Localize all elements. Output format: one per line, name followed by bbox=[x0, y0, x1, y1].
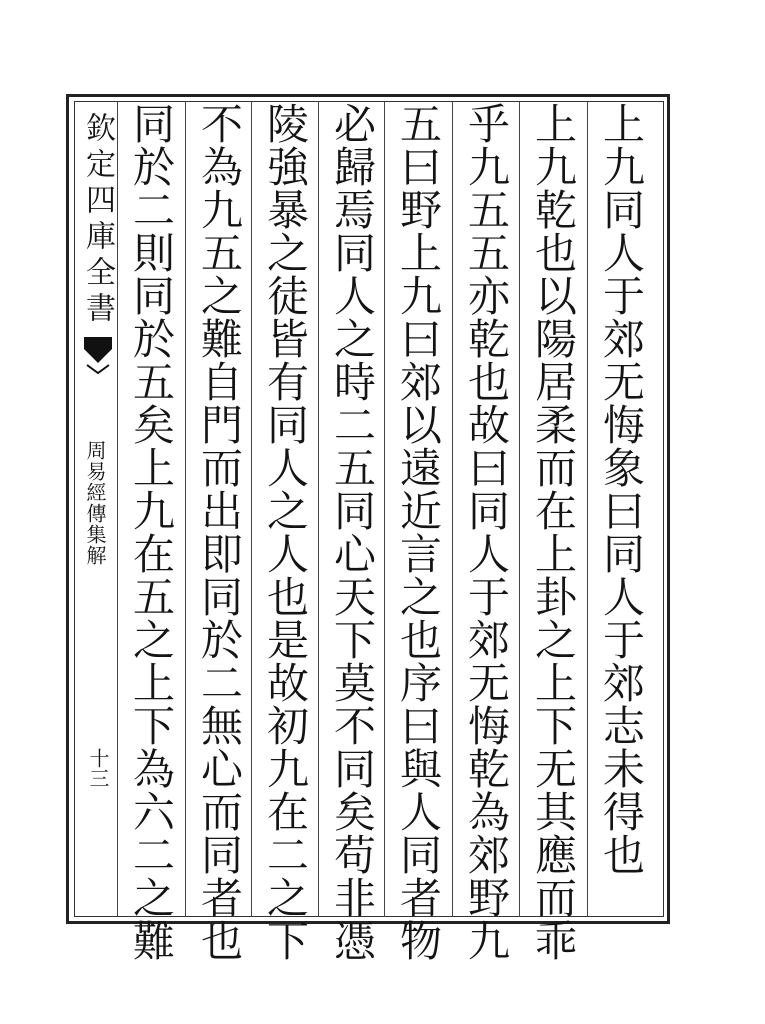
text-column-7: 不為九五之難自門而出即同於二無心而同者也 bbox=[195, 102, 244, 962]
text-column-2: 上九乾也以陽居柔而在上卦之上下无其應而乖 bbox=[529, 102, 578, 962]
column-rule bbox=[452, 101, 453, 917]
column-rule bbox=[519, 101, 520, 917]
text-column-4: 五曰野上九曰郊以遠近言之也序曰與人同者物 bbox=[394, 102, 443, 962]
column-rule bbox=[185, 101, 186, 917]
column-rule bbox=[384, 101, 385, 917]
fish-tail-icon bbox=[83, 335, 113, 375]
column-rule bbox=[251, 101, 252, 917]
text-column-5: 必歸焉同人之時二五同心天下莫不同矣苟非憑 bbox=[328, 102, 377, 962]
margin-title: 欽定四庫全書 bbox=[80, 112, 115, 328]
text-column-1: 上九同人于郊无悔象曰同人于郊志未得也 bbox=[597, 102, 646, 876]
text-column-6: 陵強暴之徒皆有同人之人也是故初九在二之下 bbox=[261, 102, 310, 962]
margin-book-title: 周易經傳集解 bbox=[83, 440, 107, 566]
column-rule bbox=[117, 101, 118, 917]
text-column-3: 乎九五五亦乾也故曰同人于郊无悔乾為郊野九 bbox=[462, 102, 511, 962]
column-rule bbox=[318, 101, 319, 917]
text-column-8: 同於二則同於五矣上九在五之上下為六二之難 bbox=[127, 102, 176, 962]
page-number: 十三 bbox=[86, 748, 110, 788]
column-rule bbox=[587, 101, 588, 917]
